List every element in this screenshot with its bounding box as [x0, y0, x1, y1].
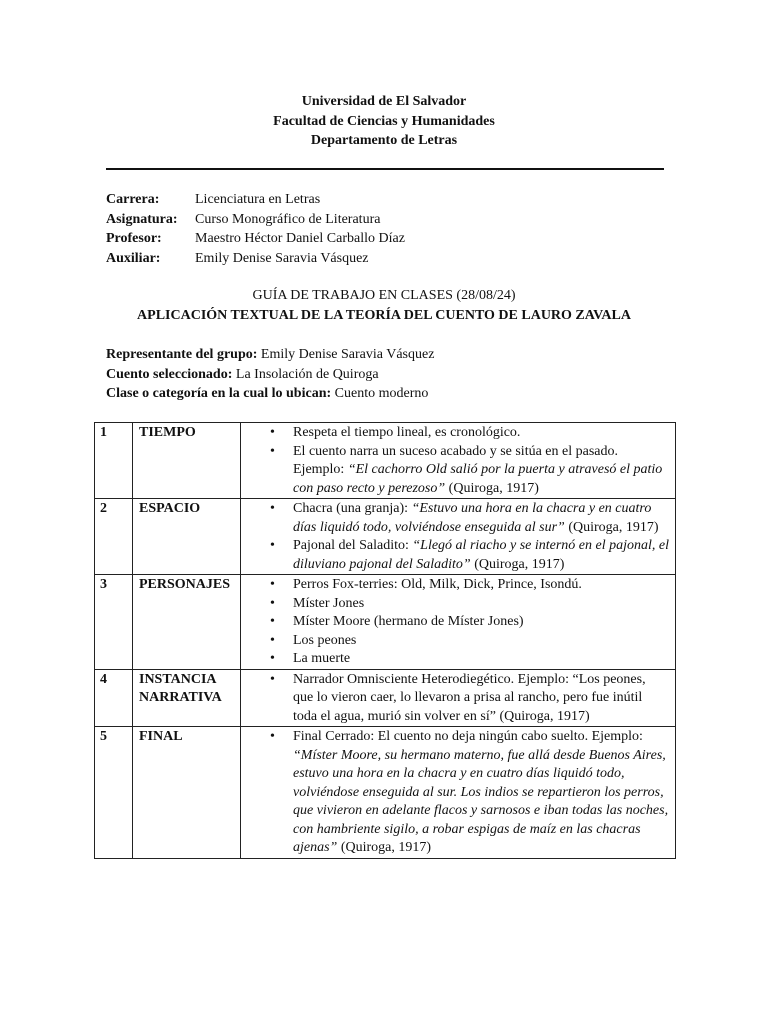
item-text: Pajonal del Saladito:	[293, 538, 413, 553]
meta-key: Carrera:	[106, 192, 160, 207]
header-divider	[106, 168, 664, 170]
course-info	[106, 190, 405, 268]
row-description	[241, 499, 676, 575]
faculty-name: Facultad de Ciencias y Humanidades	[273, 113, 495, 129]
meta-row-asignatura	[106, 210, 405, 230]
group-rep-value: Emily Denise Saravia Vásquez	[257, 347, 435, 362]
item-text: Perros Fox-terries: Old, Milk, Dick, Prince, Isondú.	[293, 577, 582, 592]
table-row	[95, 499, 676, 575]
list-item	[293, 424, 669, 443]
meta-key: Auxiliar:	[106, 250, 161, 266]
row-number: 2	[95, 499, 133, 575]
row-number: 1	[95, 423, 133, 499]
item-text: Míster Jones	[293, 595, 365, 611]
item-text: Míster Moore (hermano de Míster Jones)	[293, 614, 524, 629]
analysis-table	[94, 422, 676, 859]
analysis-table-body	[95, 423, 676, 859]
row-description	[241, 727, 676, 859]
guide-title-block	[0, 286, 768, 325]
list-item	[293, 576, 669, 595]
row-number: 4	[95, 669, 133, 727]
meta-value: Licenciatura en Letras	[195, 192, 321, 207]
meta-key: Asignatura:	[106, 211, 178, 227]
bullet-list	[241, 500, 669, 574]
bullet-list	[241, 576, 669, 669]
item-citation: (Quiroga, 1917)	[445, 480, 539, 496]
row-description	[241, 423, 676, 499]
group-info	[106, 345, 434, 404]
row-description	[241, 669, 676, 727]
row-category: INSTANCIA NARRATIVA	[133, 669, 241, 727]
row-category: PERSONAJES	[133, 575, 241, 670]
row-description	[241, 575, 676, 670]
item-text: La muerte	[293, 651, 351, 666]
list-item	[293, 443, 669, 499]
row-category: ESPACIO	[133, 499, 241, 575]
item-text: Final Cerrado: El cuento no deja ningún cabo suelto. Ejemplo:	[293, 729, 643, 744]
list-item	[293, 595, 669, 614]
item-citation: (Quiroga, 1917)	[337, 840, 432, 855]
group-story-label: Cuento seleccionado:	[106, 366, 233, 382]
item-quote: “El cachorro Old salió por la puerta y atravesó el patio con paso recto y perezoso”	[293, 462, 663, 496]
item-quote: “Estuvo una hora en la chacra y en cuatro días liquidó todo, volviéndose enseguida al sur”	[293, 501, 652, 535]
meta-value: Maestro Héctor Daniel Carballo Díaz	[195, 231, 405, 246]
item-quote: “Llegó al riacho y se internó en el pajonal, el diluviano pajonal del Saladito”	[293, 538, 670, 572]
university-name: Universidad de El Salvador	[301, 94, 467, 109]
list-item	[293, 500, 669, 537]
meta-row-auxiliar	[106, 249, 405, 269]
row-number: 3	[95, 575, 133, 670]
group-story-value: La Insolación de Quiroga	[232, 366, 379, 382]
row-number: 5	[95, 727, 133, 859]
list-item	[293, 671, 669, 727]
bullet-list	[241, 424, 669, 498]
row-category: TIEMPO	[133, 423, 241, 499]
document-header	[0, 92, 768, 151]
meta-value: Emily Denise Saravia Vásquez	[195, 250, 369, 266]
guide-subtitle: APLICACIÓN TEXTUAL DE LA TEORÍA DEL CUENTO DE LAURO ZAVALA	[137, 307, 631, 323]
guide-title: GUÍA DE TRABAJO EN CLASES (28/08/24)	[252, 288, 516, 303]
table-row	[95, 669, 676, 727]
item-text: Respeta el tiempo lineal, es cronológico.	[293, 425, 521, 440]
item-text: Los peones	[293, 632, 357, 648]
item-citation: (Quiroga, 1917)	[470, 556, 565, 572]
group-rep-line	[106, 345, 434, 365]
table-row	[95, 575, 676, 670]
group-rep-label: Representante del grupo:	[106, 347, 258, 362]
department-name: Departamento de Letras	[310, 133, 458, 148]
list-item	[293, 728, 669, 858]
table-row	[95, 423, 676, 499]
item-citation: (Quiroga, 1917)	[564, 519, 659, 535]
list-item	[293, 632, 669, 651]
group-class-line	[106, 384, 434, 404]
table-row	[95, 727, 676, 859]
item-quote: “Míster Moore, su hermano materno, fue allá desde Buenos Aires, estuvo una hora en la chacra y en cuatro días liquidó todo, volviéndose enseguida al sur. Los indios se repartieron los perros, que vivieron en adelante flacos y sarnosos e iban todas las noches, con hambriente sigilo, a robar espigas de maíz en las chacras ajenas”	[293, 747, 669, 855]
meta-row-profesor	[106, 229, 405, 249]
item-text: El cuento narra un suceso acabado y se sitúa en el pasado. Ejemplo:	[293, 443, 618, 477]
list-item	[293, 613, 669, 632]
meta-value: Curso Monográfico de Literatura	[195, 211, 381, 227]
item-text: Chacra (una granja):	[293, 501, 412, 516]
meta-row-carrera	[106, 190, 405, 210]
bullet-list	[241, 728, 669, 858]
group-story-line	[106, 365, 434, 385]
group-class-value: Cuento moderno	[331, 386, 429, 401]
list-item	[293, 537, 669, 574]
meta-key: Profesor:	[106, 231, 162, 246]
group-class-label: Clase o categoría en la cual lo ubican:	[106, 386, 332, 401]
bullet-list	[241, 671, 669, 727]
item-text: Narrador Omnisciente Heterodiegético. Ejemplo: “Los peones, que lo vieron caer, lo llevaron a prisa al rancho, pero fue inútil toda el agua, murió sin volver en sí” (Quiroga, 1917)	[293, 671, 646, 724]
list-item	[293, 650, 669, 669]
row-category: FINAL	[133, 727, 241, 859]
